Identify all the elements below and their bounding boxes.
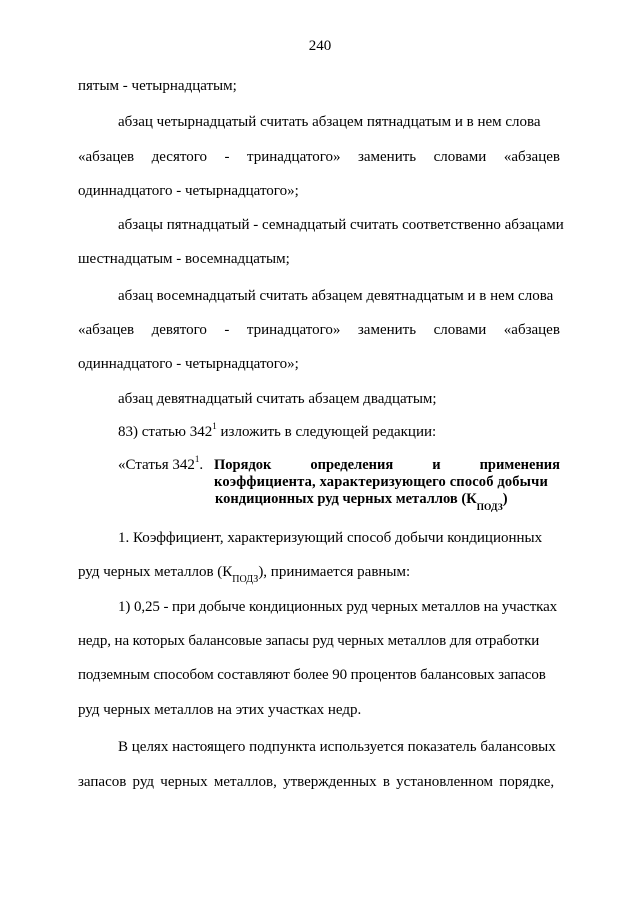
word: -	[224, 149, 230, 165]
word: тринадцатого»	[246, 322, 341, 338]
word: тринадцатого»	[246, 149, 341, 165]
amendment-item: 83) статью 342	[118, 424, 213, 440]
superscript: 1	[194, 454, 200, 464]
text-line: 1) 0,25 - при добыче кондиционных руд черных металлов на участках	[118, 599, 558, 615]
article-title-row	[215, 491, 560, 513]
word: девятого	[151, 322, 207, 338]
text-line	[118, 113, 560, 131]
text-line: запасов руд черных металлов, утвержденных в установленном порядке,	[78, 774, 555, 790]
text-line: абзац девятнадцатый считать абзацем двадцатым;	[118, 391, 437, 407]
article-title-close: )	[502, 491, 508, 507]
article-title-row	[214, 457, 560, 474]
subscript: ПОДЗ	[232, 574, 259, 585]
word: применения	[479, 457, 560, 473]
word: Порядок	[214, 457, 272, 473]
text-line: 1. Коэффициент, характеризующий способ добычи кондиционных	[118, 530, 543, 546]
text-line: подземным способом составляют более 90 процентов балансовых запасов	[78, 667, 546, 683]
article-label-dot: .	[199, 457, 204, 473]
amendment-item-tail: изложить в следующей редакции:	[216, 424, 437, 440]
page-number: 240	[308, 38, 332, 54]
text-line: шестнадцатым - восемнадцатым;	[78, 251, 290, 267]
article-title	[214, 457, 560, 513]
article-title-row: коэффициента, характеризующего способ добычи	[214, 474, 548, 490]
text-line-justified	[78, 321, 560, 339]
word: заменить	[357, 149, 417, 165]
text-line: одиннадцатого - четырнадцатого»;	[78, 356, 299, 372]
article-label-text: «Статья 342	[118, 457, 195, 473]
word: и	[432, 457, 441, 473]
text-line: В целях настоящего подпункта используется показатель балансовых	[118, 739, 556, 755]
word: словами	[433, 322, 487, 338]
word: «абзацев	[503, 149, 560, 165]
text-line: одиннадцатого - четырнадцатого»;	[78, 183, 299, 199]
article-label	[118, 454, 204, 474]
text-line-justified	[78, 148, 560, 166]
text-part: руд черных металлов (К	[78, 564, 233, 580]
text-line	[118, 423, 560, 441]
superscript: 1	[212, 421, 217, 431]
text-line-content: абзац четырнадцатый считать абзацем пятнадцатым и в нем слова	[118, 114, 541, 130]
text-line: абзац восемнадцатый считать абзацем девятнадцатым и в нем слова	[118, 288, 554, 304]
word: «абзацев	[503, 322, 560, 338]
text-line: абзацы пятнадцатый - семнадцатый считать соответственно абзацами	[118, 217, 564, 233]
word: «абзацев	[78, 322, 135, 338]
text-line: пятым - четырнадцатым;	[78, 78, 237, 94]
word: «абзацев	[78, 149, 135, 165]
word: -	[224, 322, 230, 338]
subscript: ПОДЗ	[476, 502, 503, 513]
word: словами	[433, 149, 487, 165]
text-line: недр, на которых балансовые запасы руд черных металлов для отработки	[78, 633, 540, 649]
word: определения	[310, 457, 394, 473]
word: десятого	[151, 149, 207, 165]
text-line: руд черных металлов на этих участках недр.	[78, 702, 362, 718]
text-part: ), принимается равным:	[258, 564, 411, 580]
text-line	[78, 563, 560, 585]
word: заменить	[357, 322, 417, 338]
article-title-text: кондиционных руд черных металлов (К	[215, 491, 477, 507]
